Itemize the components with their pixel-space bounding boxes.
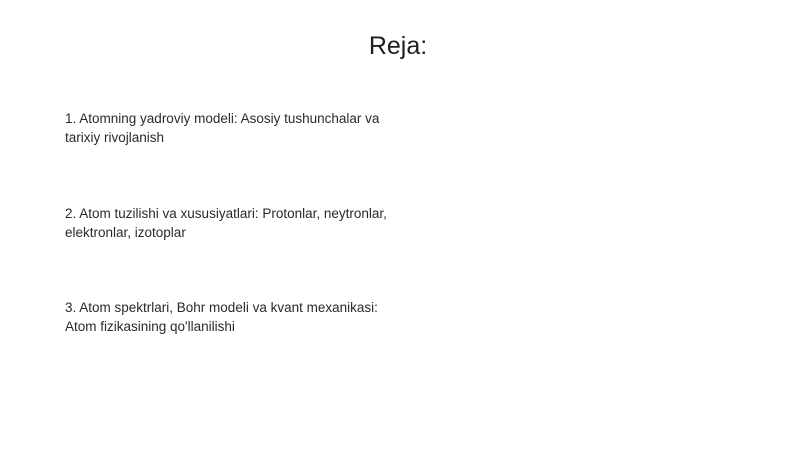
slide-title: Reja: (368, 32, 428, 60)
plan-item-1: 1. Atomning yadroviy modeli: Asosiy tushunchalar va tarixiy rivojlanish (65, 111, 380, 145)
plan-item-3: 3. Atom spektrlari, Bohr modeli va kvant mexanikasi: Atom fizikasining qo'llanilishi (65, 300, 378, 334)
plan-item-2: 2. Atom tuzilishi va xususiyatlari: Protonlar, neytronlar, elektronlar, izotoplar (65, 206, 387, 240)
